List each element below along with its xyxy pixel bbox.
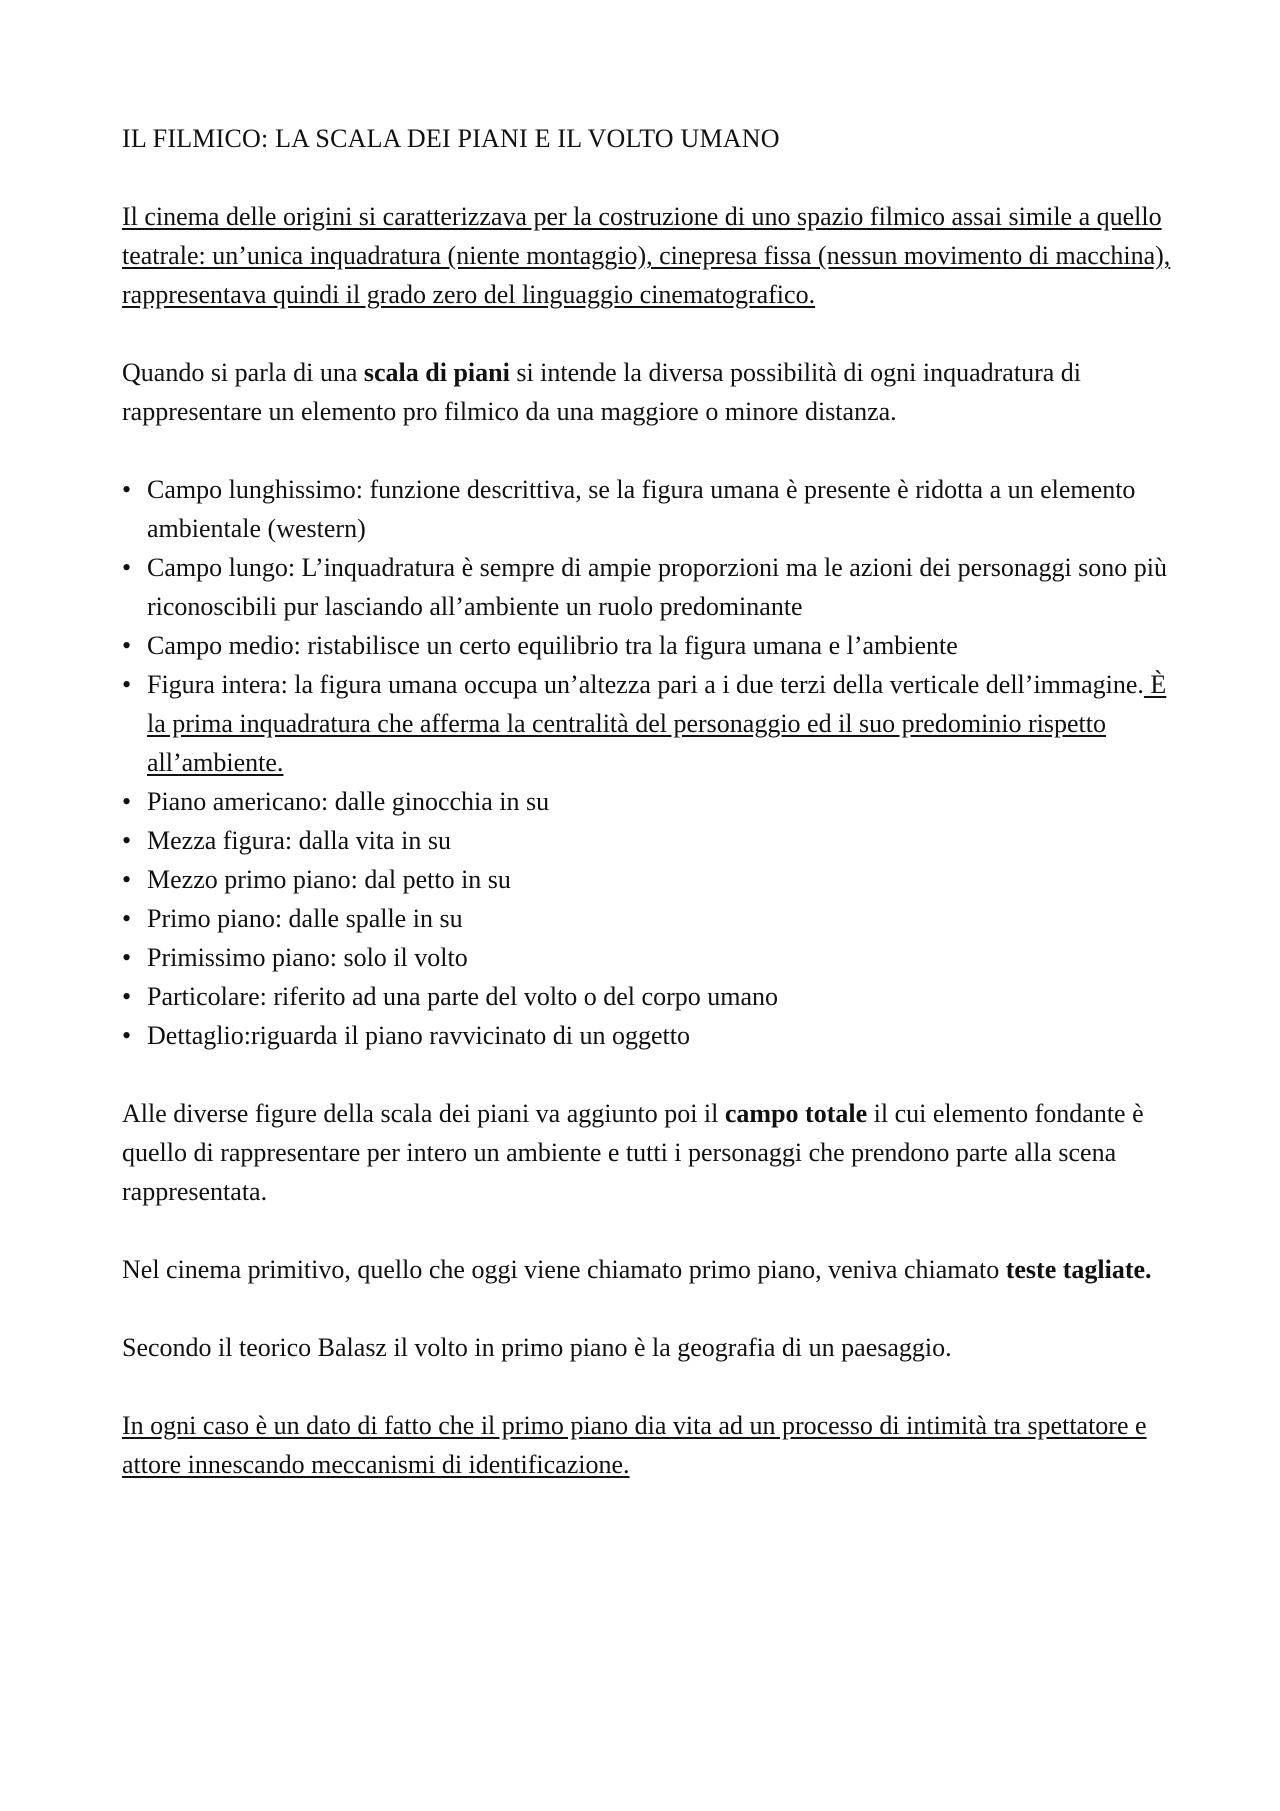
list-item (122, 782, 1172, 821)
scala-bold-term: scala di piani (363, 358, 510, 387)
list-item (122, 860, 1172, 899)
list-item (122, 665, 1172, 782)
bullet-icon: • (122, 1021, 132, 1050)
campo-totale-bold-term: campo totale (724, 1099, 868, 1128)
list-item-text: Particolare: riferito ad una parte del volto o del corpo umano (147, 982, 778, 1011)
campo-totale-text-after: il cui elemento fondante è quello di rappresentare per intero un ambiente e tutti i personaggi che prendono parte alla scena rappresentata. (122, 1099, 1144, 1206)
scala-text-before: Quando si parla di una (122, 358, 364, 387)
bullet-icon: • (122, 475, 132, 504)
bullet-icon: • (122, 553, 132, 582)
bullet-icon: • (122, 787, 132, 816)
list-item (122, 470, 1172, 548)
list-item-underlined-text: È la prima inquadratura che afferma la centralità del personaggio ed il suo predominio rispetto all’ambiente. (147, 670, 1167, 777)
teste-text-before: Nel cinema primitivo, quello che oggi viene chiamato primo piano, veniva chiamato (122, 1255, 1006, 1284)
campo-totale-paragraph (122, 1094, 1172, 1211)
bullet-icon: • (122, 826, 132, 855)
conclusion-paragraph: In ogni caso è un dato di fatto che il primo piano dia vita ad un processo di intimità tra spettatore e attore innescando meccanismi di identificazione. (122, 1411, 1147, 1479)
list-item-text: Campo lungo: L’inquadratura è sempre di ampie proporzioni ma le azioni dei personaggi sono più riconoscibili pur lasciando all’ambiente un ruolo predominante (147, 553, 1168, 621)
list-item-text: Campo medio: ristabilisce un certo equilibrio tra la figura umana e l’ambiente (147, 631, 958, 660)
bullet-icon: • (122, 904, 132, 933)
document-title: IL FILMICO: LA SCALA DEI PIANI E IL VOLTO UMANO (122, 124, 780, 153)
list-item-text: Dettaglio:riguarda il piano ravvicinato di un oggetto (147, 1021, 690, 1050)
bullet-icon: • (122, 670, 132, 699)
list-item-text: Piano americano: dalle ginocchia in su (147, 787, 550, 816)
list-item-text: Primo piano: dalle spalle in su (147, 904, 463, 933)
bullet-icon: • (122, 943, 132, 972)
scala-paragraph (122, 353, 1172, 431)
campo-totale-text-before: Alle diverse figure della scala dei piani va aggiunto poi il (122, 1099, 725, 1128)
intro-paragraph: Il cinema delle origini si caratterizzava per la costruzione di uno spazio filmico assai simile a quello teatrale: un’unica inquadratura (niente montaggio), cinepresa fissa (nessun movimento di macchina), rappresentava quindi il grado zero del linguaggio cinematografico. (122, 202, 1171, 309)
document-body (122, 119, 1172, 1523)
scala-text-after: si intende la diversa possibilità di ogni inquadratura di rappresentare un elemento pro filmico da una maggiore o minore distanza. (122, 358, 1081, 426)
shot-scale-list (122, 470, 1172, 1055)
teste-tagliate-paragraph (122, 1250, 1172, 1289)
list-item-text: Campo lunghissimo: funzione descrittiva, se la figura umana è presente è ridotta a un elemento ambientale (western) (147, 475, 1136, 543)
balasz-paragraph: Secondo il teorico Balasz il volto in primo piano è la geografia di un paesaggio. (122, 1333, 952, 1362)
teste-bold-term: teste tagliate. (1005, 1255, 1152, 1284)
list-item-text: Primissimo piano: solo il volto (147, 943, 468, 972)
list-item (122, 899, 1172, 938)
bullet-icon: • (122, 982, 132, 1011)
bullet-icon: • (122, 631, 132, 660)
list-item (122, 821, 1172, 860)
bullet-icon: • (122, 865, 132, 894)
list-item-text: Mezzo primo piano: dal petto in su (147, 865, 511, 894)
list-item (122, 938, 1172, 977)
list-item (122, 977, 1172, 1016)
list-item-text: Mezza figura: dalla vita in su (147, 826, 451, 855)
list-item (122, 1016, 1172, 1055)
list-item (122, 548, 1172, 626)
list-item (122, 626, 1172, 665)
list-item-text: Figura intera: la figura umana occupa un’altezza pari a i due terzi della verticale dell’immagine. (147, 670, 1144, 699)
